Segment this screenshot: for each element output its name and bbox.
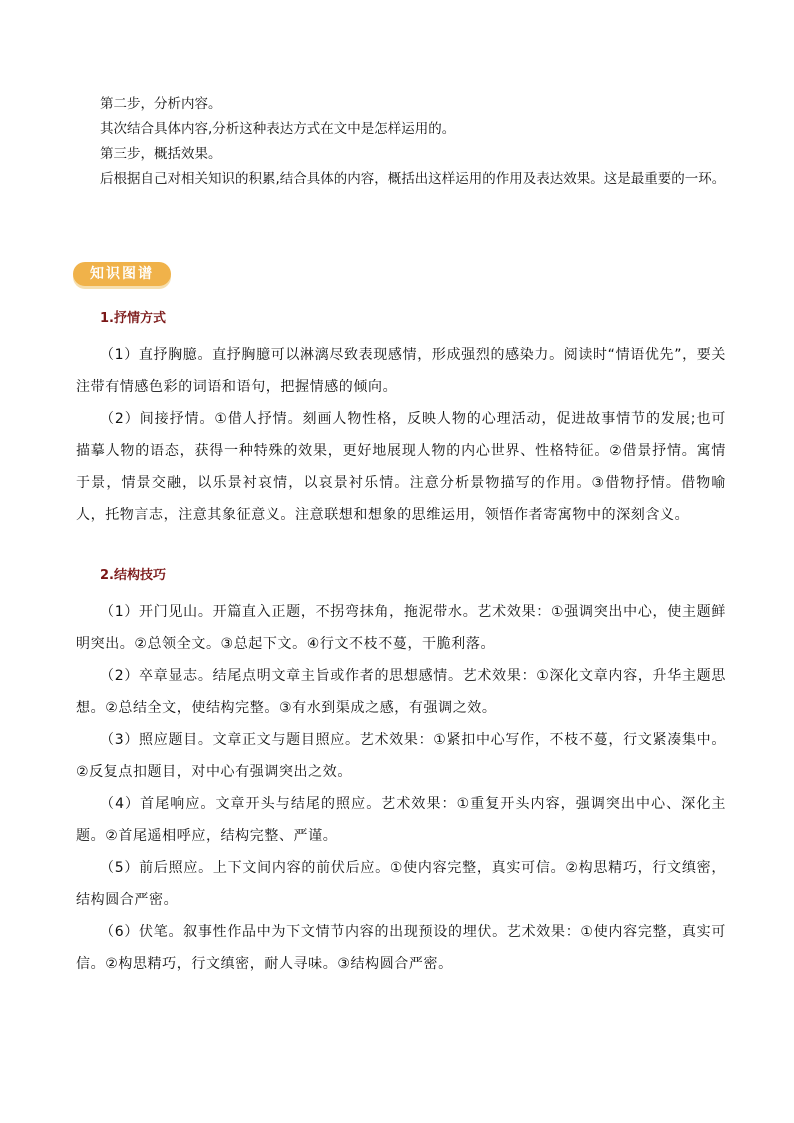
section-badge bbox=[73, 262, 171, 290]
badge-label: 知识图谱 bbox=[90, 266, 154, 282]
section-item: （5）前后照应。上下文间内容的前伏后应。①使内容完整，真实可信。②构思精巧，行文缜密，结构圆合严密。 bbox=[76, 860, 726, 908]
section-heading: 1.抒情方式 bbox=[100, 311, 166, 326]
section-item: （1）直抒胸臆。直抒胸臆可以淋漓尽致表现感情，形成强烈的感染力。阅读时“情语优先”，要关注带有情感色彩的词语和语句，把握情感的倾向。 bbox=[76, 347, 726, 395]
section-item: （2）卒章显志。结尾点明文章主旨或作者的思想感情。艺术效果：①深化文章内容，升华主题思想。②总结全文，使结构完整。③有水到渠成之感，有强调之效。 bbox=[76, 668, 726, 716]
intro-line: 第二步，分析内容。 bbox=[100, 96, 222, 112]
intro-line: 第三步，概括效果。 bbox=[100, 146, 222, 162]
intro-line: 后根据自己对相关知识的积累,结合具体的内容，概括出这样运用的作用及表达效果。这是最重要的一环。 bbox=[100, 171, 726, 187]
section-item: （3）照应题目。文章正文与题目照应。艺术效果：①紧扣中心写作，不枝不蔓，行文紧凑集中。②反复点扣题目，对中心有强调突出之效。 bbox=[76, 732, 726, 780]
section-item: （1）开门见山。开篇直入正题，不拐弯抹角，拖泥带水。艺术效果：①强调突出中心，使主题鲜明突出。②总领全文。③总起下文。④行文不枝不蔓，干脆利落。 bbox=[76, 604, 726, 652]
intro-line: 其次结合具体内容,分析这种表达方式在文中是怎样运用的。 bbox=[100, 121, 456, 137]
section-lyrical-methods bbox=[76, 309, 726, 531]
section-item: （6）伏笔。叙事性作品中为下文情节内容的出现预设的埋伏。艺术效果：①使内容完整，真实可信。②构思精巧，行文缜密，耐人寻味。③结构圆合严密。 bbox=[76, 924, 726, 972]
section-item: （4）首尾响应。文章开头与结尾的照应。艺术效果：①重复开头内容，强调突出中心、深化主题。②首尾遥相呼应，结构完整、严谨。 bbox=[76, 796, 726, 844]
section-item: （2）间接抒情。①借人抒情。刻画人物性格，反映人物的心理活动，促进故事情节的发展;也可描摹人物的语态，获得一种特殊的效果，更好地展现人物的内心世界、性格特征。②借景抒情。寓情于景，情景交融，以乐景衬哀情，以哀景衬乐情。注意分析景物描写的作用。③借物抒情。借物喻人，托物言志，注意其象征意义。注意联想和想象的思维运用，领悟作者寄寓物中的深刻含义。 bbox=[76, 411, 726, 523]
section-heading: 2.结构技巧 bbox=[100, 568, 166, 583]
intro-steps bbox=[76, 92, 726, 192]
section-structure-skills bbox=[76, 566, 726, 980]
